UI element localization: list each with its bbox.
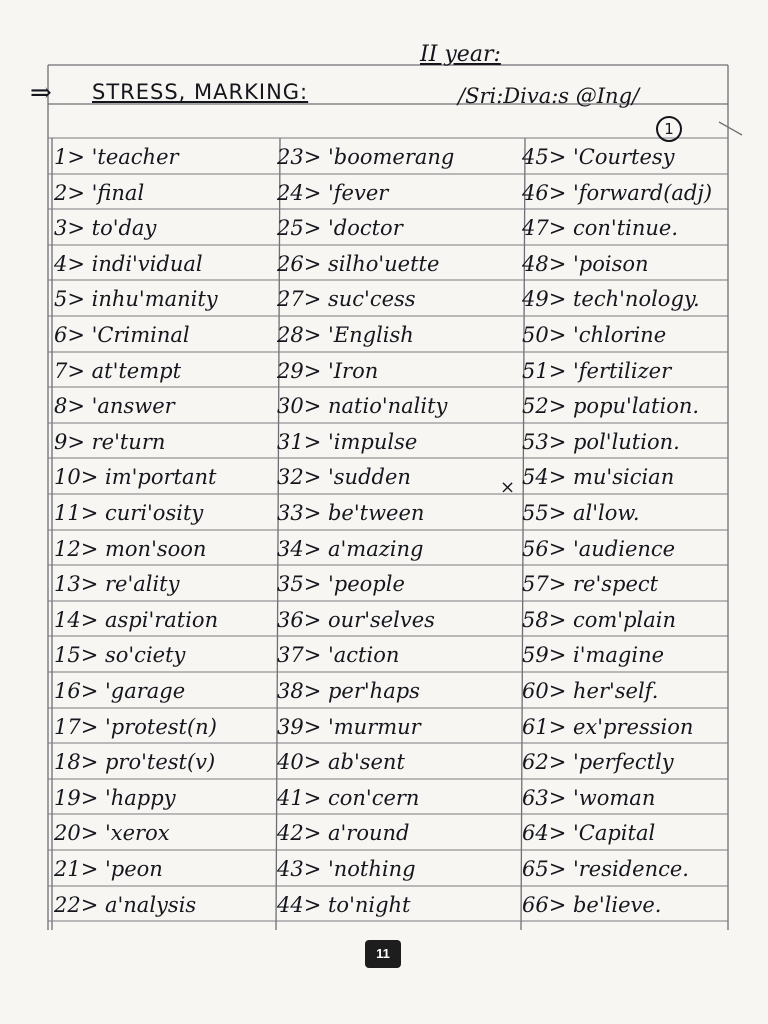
word-entry: 57> re'spect: [522, 572, 659, 597]
word-entry: 39> 'murmur: [277, 714, 421, 739]
word-entry: 26> silho'uette: [277, 251, 440, 276]
circled-page-number: 1: [656, 116, 682, 142]
word-entry: 12> mon'soon: [54, 536, 207, 561]
word-entry: 31> 'impulse: [277, 429, 418, 454]
word-entry: 34> a'mazing: [277, 536, 424, 561]
page-heading: [92, 80, 308, 104]
word-entry: 10> im'portant: [54, 465, 217, 490]
word-entry: 55> al'low.: [522, 501, 640, 525]
word-entry: 19> 'happy: [54, 785, 176, 810]
author-signature: /Sri:Diva:s @Ing/: [458, 84, 640, 108]
word-entry: 52> popu'lation.: [522, 394, 700, 419]
word-entry: 59> i'magine: [522, 643, 665, 668]
word-entry: 48> 'poison: [522, 251, 649, 276]
word-entry: 66> be'lieve.: [522, 892, 662, 917]
arrow-icon: ⇒: [30, 78, 52, 108]
word-entry: 2> 'final: [54, 180, 145, 205]
word-entry: 40> ab'sent: [277, 750, 405, 775]
word-entry: 25> 'doctor: [277, 216, 403, 241]
word-entry: 62> 'perfectly: [522, 750, 674, 775]
word-entry: 7> at'tempt: [54, 358, 182, 383]
word-entry: 9> re'turn: [54, 429, 166, 454]
word-entry: 33> be'tween: [277, 501, 425, 525]
word-entry: 17> 'protest(n): [54, 714, 217, 739]
page-number-badge: 11: [365, 940, 401, 968]
word-entry: 15> so'ciety: [54, 643, 186, 668]
word-entry: 63> 'woman: [522, 785, 656, 810]
word-entry: 16> 'garage: [54, 679, 186, 703]
word-entry: 4> indi'vidual: [54, 251, 203, 276]
word-entry: 32> 'sudden: [277, 465, 411, 490]
word-entry: 58> com'plain: [522, 607, 677, 632]
word-entry: 61> ex'pression: [522, 714, 694, 739]
word-entry: 38> per'haps: [277, 679, 420, 703]
word-entry: 41> con'cern: [277, 785, 420, 810]
margin-cross-mark: ×: [500, 477, 516, 498]
word-entry: 11> curi'osity: [54, 501, 204, 525]
word-entry: 64> 'Capital: [522, 821, 656, 846]
word-entry: 50> 'chlorine: [522, 323, 667, 347]
heading-text: STRESS, MARKING:: [92, 80, 309, 104]
word-entry: 6> 'Criminal: [54, 323, 190, 347]
word-entry: 18> pro'test(v): [54, 750, 216, 775]
word-entry: 43> 'nothing: [277, 857, 416, 881]
word-entry: 1> 'teacher: [54, 145, 179, 169]
word-entry: 14> aspi'ration: [54, 607, 219, 632]
word-entry: 42> a'round: [277, 821, 410, 846]
word-entry: 44> to'night: [277, 892, 411, 917]
word-entry: 53> pol'lution.: [522, 429, 680, 454]
word-entry: 54> mu'sician: [522, 465, 675, 490]
word-entry: 56> 'audience: [522, 536, 676, 561]
word-entry: 20> 'xerox: [54, 821, 170, 846]
word-entry: 8> 'answer: [54, 394, 175, 419]
word-entry: 13> re'ality: [54, 572, 180, 597]
word-entry: 3> to'day: [54, 216, 157, 241]
word-entry: 30> natio'nality: [277, 394, 448, 419]
word-entry: 46> 'forward(adj): [522, 180, 713, 205]
word-entry: 28> 'English: [277, 323, 414, 347]
word-entry: 47> con'tinue.: [522, 216, 679, 241]
word-entry: 51> 'fertilizer: [522, 358, 672, 383]
word-entry: 22> a'nalysis: [54, 892, 197, 917]
word-entry: 24> 'fever: [277, 180, 389, 205]
word-entry: 36> our'selves: [277, 607, 435, 632]
word-entry: 60> her'self.: [522, 679, 659, 703]
word-entry: 29> 'Iron: [277, 358, 379, 383]
word-entry: 37> 'action: [277, 643, 400, 668]
word-entry: 27> suc'cess: [277, 287, 416, 312]
word-entry: 35> 'people: [277, 572, 405, 597]
year-title: II year:: [420, 42, 501, 67]
word-entry: 65> 'residence.: [522, 857, 689, 881]
word-entry: 21> 'peon: [54, 857, 163, 881]
word-entry: 23> 'boomerang: [277, 145, 455, 169]
word-entry: 49> tech'nology.: [522, 287, 700, 312]
word-entry: 5> inhu'manity: [54, 287, 218, 312]
word-entry: 45> 'Courtesy: [522, 145, 675, 169]
